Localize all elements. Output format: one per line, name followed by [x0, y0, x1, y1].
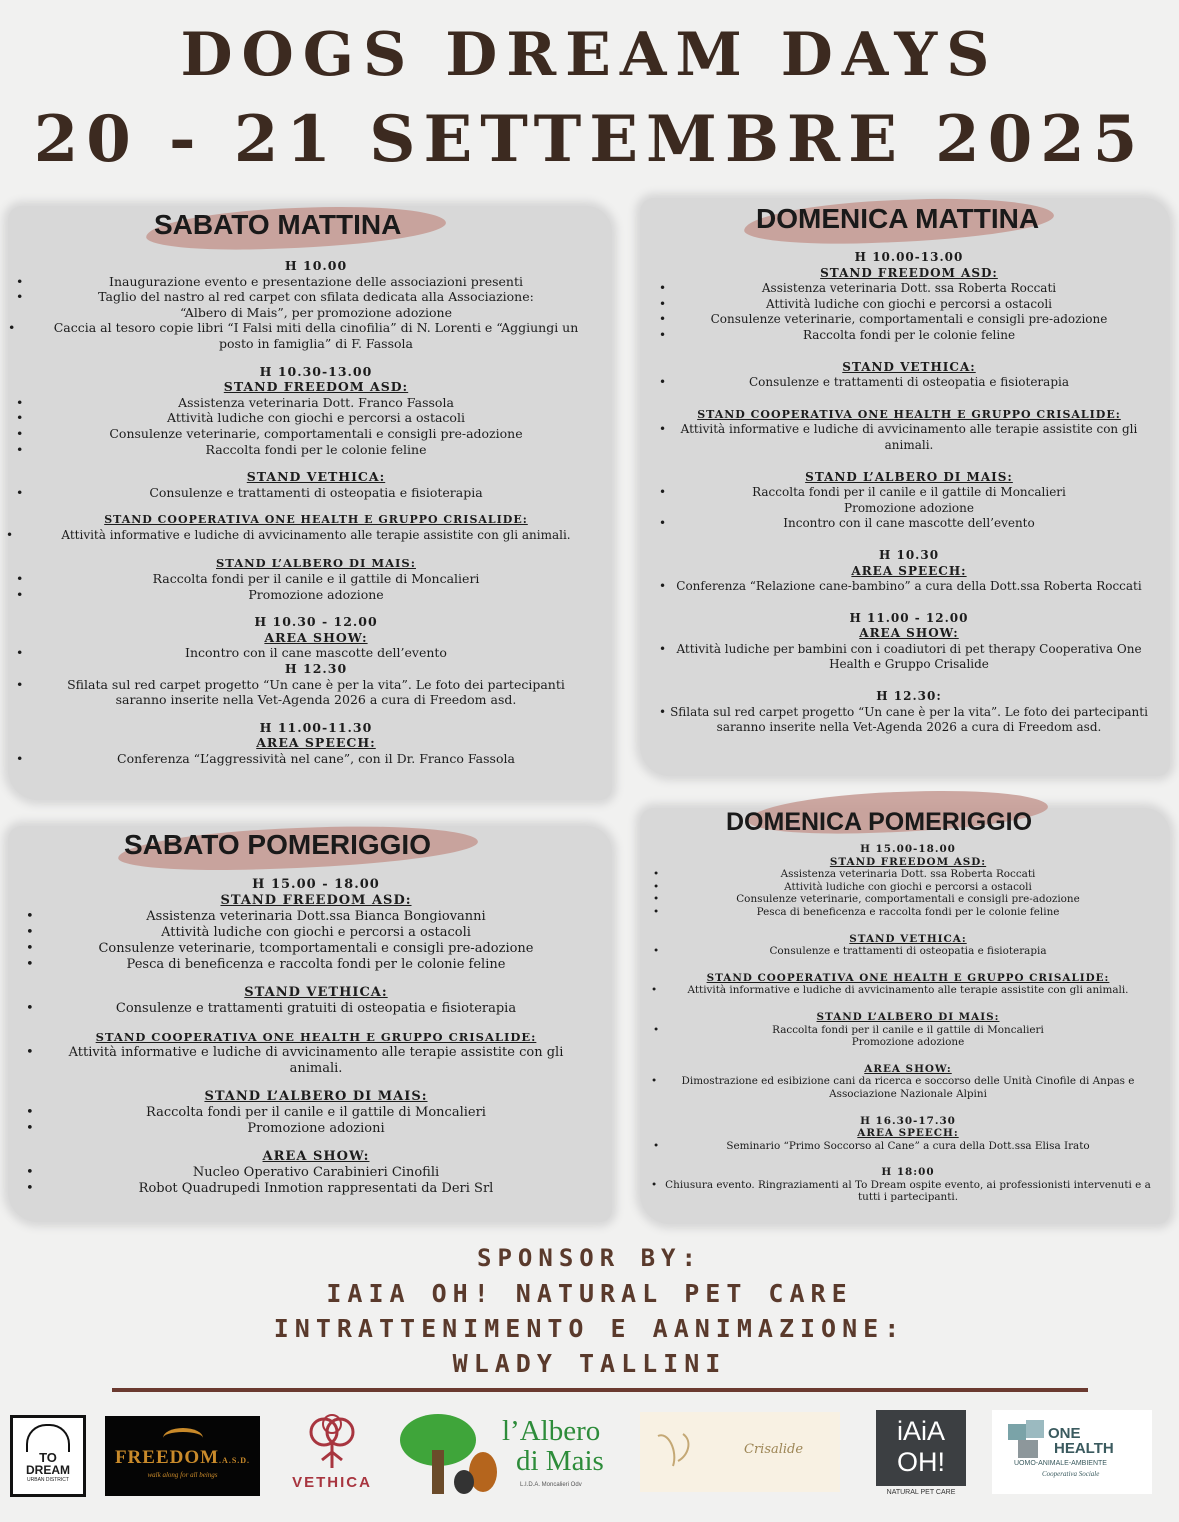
activity-item: • Incontro con il cane mascotte dell’evento [10, 645, 622, 661]
stand-heading: STAND VETHICA: [246, 469, 386, 485]
vethica-tree-icon [302, 1412, 362, 1470]
stand-heading: STAND L’ALBERO DI MAIS: [816, 1010, 1000, 1023]
activity-item: • Attività ludiche con giochi e percorsi a ostacoli [10, 410, 622, 426]
activity-item: • Taglio del nastro al red carpet con sfilata dedicata alla Associazione: [10, 289, 622, 305]
activity-item: • Attività informative e ludiche di avvicinamento alle terapie assistite con gli animali. [10, 1045, 622, 1077]
logo-text: HEALTH [1054, 1440, 1114, 1457]
stand-heading: STAND COOPERATIVA ONE HEALTH E GRUPPO CRISALIDE: [104, 513, 528, 527]
logo-text: TO [39, 1450, 57, 1465]
activity-item: • Assistenza veterinaria Dott. ssa Roberta Roccati [645, 281, 1173, 297]
section-title-sabato-pomeriggio: SABATO POMERIGGIO [124, 829, 431, 860]
activity-item: • Consulenze veterinarie, comportamentali e consigli pre-adozione [645, 312, 1173, 328]
logo-text: UOMO-ANIMALE-AMBIENTE [1014, 1460, 1107, 1467]
activity-item: • Raccolta fondi per il canile e il gattile di Moncalieri [10, 1105, 622, 1121]
time-slot: H 10.30 [878, 547, 940, 562]
activity-item: • Inaugurazione evento e presentazione delle associazioni presenti [10, 274, 622, 290]
logo-text: Cooperativa Sociale [1042, 1470, 1100, 1478]
logo-crisalide [640, 1412, 840, 1492]
activity-item: • Consulenze veterinarie, comportamentali e consigli pre-adozione [643, 893, 1173, 906]
schedule-domenica-pomeriggio [643, 843, 1173, 1204]
activity-item: • Conferenza “Relazione cane-bambino” a cura della Dott.ssa Roberta Roccati [645, 579, 1173, 595]
schedule-sabato-pomeriggio [10, 877, 622, 1197]
logo-text: L.I.D.A. Moncalieri Odv [520, 1482, 582, 1488]
section-title-sabato-mattina: SABATO MATTINA [154, 209, 402, 240]
stand-heading: STAND FREEDOM ASD: [820, 265, 998, 280]
activity-item: • Raccolta fondi per il canile e il gattile di Moncalieri [645, 485, 1173, 501]
stand-heading: STAND VETHICA: [244, 985, 388, 1000]
stand-heading: STAND L’ALBERO DI MAIS: [216, 555, 416, 570]
stand-heading: STAND FREEDOM ASD: [223, 379, 409, 395]
activity-item: • Incontro con il cane mascotte dell’evento [645, 516, 1173, 532]
puzzle-icon [1006, 1418, 1052, 1460]
time-slot: H 12.30 [284, 661, 348, 677]
logo-text: URBAN DISTRICT [27, 1477, 69, 1483]
area-heading: AREA SHOW: [859, 626, 959, 641]
tree-dog-icon [398, 1410, 498, 1498]
entertainment-label: INTRATTENIMENTO E AANIMAZIONE: [273, 1314, 906, 1343]
activity-item: “Albero di Mais”, per promozione adozione [180, 304, 452, 320]
time-slot: H 16.30-17.30 [860, 1114, 956, 1127]
logo-to-dream [10, 1415, 86, 1497]
logo-text: Crisalide [744, 1442, 804, 1457]
activity-item: • Pesca di beneficenza e raccolta fondi per le colonie feline [643, 906, 1173, 919]
activity-item: • Raccolta fondi per le colonie feline [10, 442, 622, 458]
activity-item: Promozione adozione [851, 1036, 965, 1049]
activity-item: • Robot Quadrupedi Inmotion rappresentati da Deri Srl [10, 1181, 622, 1197]
logo-iaia-oh [873, 1410, 969, 1498]
activity-item: • Consulenze e trattamenti di osteopatia e fisioterapia [643, 945, 1173, 958]
area-heading: AREA SPEECH: [256, 735, 376, 751]
event-title: DOGS DREAM DAYS [180, 20, 999, 90]
activity-item: • Assistenza veterinaria Dott. ssa Roberta Roccati [643, 868, 1173, 881]
time-slot: H 18:00 [881, 1166, 935, 1179]
activity-item: Promozione adozione [844, 500, 974, 515]
time-slot: H 10.00-13.00 [854, 250, 964, 264]
area-heading: AREA SHOW: [864, 1062, 952, 1075]
area-heading: AREA SPEECH: [851, 563, 967, 578]
time-slot: H 10.30 - 12.00 [254, 614, 378, 630]
activity-item: • Assistenza veterinaria Dott.ssa Bianca Bongiovanni [10, 909, 622, 925]
time-slot: H 11.00-11.30 [259, 719, 373, 735]
activity-item: • Dimostrazione ed esibizione cani da ricerca e soccorso delle Unità Cinofile di Anpas e Associazione Nazionale Alpini [643, 1075, 1173, 1100]
activity-item: • Consulenze e trattamenti di osteopatia e fisioterapia [10, 485, 622, 501]
time-slot: H 12.30: [876, 689, 942, 704]
area-heading: AREA SHOW: [264, 629, 368, 645]
stand-heading: STAND VETHICA: [849, 932, 967, 945]
logo-text: di Mais [516, 1445, 604, 1477]
activity-item: • Sfilata sul red carpet progetto “Un cane è per la vita”. Le foto dei partecipanti [10, 677, 622, 693]
activity-item: • Consulenze e trattamenti di osteopatia e fisioterapia [645, 375, 1173, 391]
stand-heading: STAND L’ALBERO DI MAIS: [204, 1089, 428, 1104]
stand-heading: STAND VETHICA: [842, 359, 976, 374]
section-title-domenica-pomeriggio: DOMENICA POMERIGGIO [726, 808, 1033, 836]
stand-heading: STAND COOPERATIVA ONE HEALTH E GRUPPO CRISALIDE: [706, 971, 1110, 984]
activity-item: • Conferenza “L’aggressività nel cane”, con il Dr. Franco Fassola [10, 751, 622, 767]
activity-item: • Assistenza veterinaria Dott. Franco Fassola [10, 395, 622, 411]
logo-text: OH! [896, 1447, 945, 1477]
activity-item: • Attività informative e ludiche di avvicinamento alle terapie assistite con gli animali. [643, 984, 1173, 997]
activity-item: • Chiusura evento. Ringraziamenti al To Dream ospite evento, ai professionisti intervenuti e a tutti i partecipanti. [643, 1179, 1173, 1204]
activity-item: • Promozione adozioni [10, 1121, 622, 1137]
logo-text: l’Albero [502, 1415, 601, 1447]
activity-item: • Attività ludiche con giochi e percorsi a ostacoli [645, 297, 1173, 313]
event-dates: 20 - 21 SETTEMBRE 2025 [33, 102, 1146, 177]
time-slot: H 10.30-13.00 [259, 363, 373, 379]
activity-item: • Pesca di beneficenza e raccolta fondi per le colonie feline [10, 957, 622, 973]
activity-item: • Promozione adozione [10, 587, 622, 603]
stand-heading: STAND FREEDOM ASD: [220, 893, 412, 908]
activity-item: • Raccolta fondi per le colonie feline [645, 328, 1173, 344]
activity-item: • Sfilata sul red carpet progetto “Un cane è per la vita”. Le foto dei partecipanti saranno inserite nella Vet-Agenda 2026 a cura di Freedom asd. [645, 705, 1173, 736]
divider [112, 1388, 1088, 1392]
logo-albero-di-mais [398, 1410, 628, 1498]
logo-text: iAiA [896, 1416, 945, 1446]
entertainer-name: WLADY TALLINI [452, 1349, 727, 1378]
activity-item: saranno inserite nella Vet-Agenda 2026 a cura di Freedom asd. [115, 692, 517, 708]
schedule-domenica-mattina [645, 250, 1173, 736]
area-heading: AREA SPEECH: [857, 1127, 959, 1140]
activity-item: • Attività informative e ludiche di avvicinamento alle terapie assistite con gli animali. [645, 422, 1173, 453]
activity-item: • Caccia al tesoro copie libri “I Falsi miti della cinofilia” di N. Lorenti e “Aggiungi un [10, 320, 622, 336]
activity-item: • Nucleo Operativo Carabinieri Cinofili [10, 1165, 622, 1181]
activity-item: • Raccolta fondi per il canile e il gattile di Moncalieri [643, 1024, 1173, 1037]
schedule-sabato-mattina [10, 258, 622, 767]
section-title-domenica-mattina: DOMENICA MATTINA [756, 203, 1040, 234]
logo-vethica [276, 1412, 388, 1498]
sponsor-label: SPONSOR BY: [477, 1244, 702, 1272]
activity-item: • Raccolta fondi per il canile e il gattile di Moncalieri [10, 571, 622, 587]
logo-text: DREAM [26, 1463, 70, 1477]
time-slot: H 15.00-18.00 [860, 843, 956, 855]
activity-item: • Attività ludiche con giochi e percorsi a ostacoli [643, 881, 1173, 894]
time-slot: H 10.00 [284, 258, 348, 273]
stand-heading: STAND FREEDOM ASD: [829, 855, 987, 868]
stand-heading: STAND COOPERATIVA ONE HEALTH E GRUPPO CRISALIDE: [95, 1030, 537, 1044]
area-heading: AREA SHOW: [262, 1149, 370, 1164]
logo-text: walk along for all beings [147, 1471, 218, 1479]
logo-one-health [992, 1410, 1152, 1494]
activity-item: • Consulenze veterinarie, comportamentali e consigli pre-adozione [10, 426, 622, 442]
logo-text: VETHICA [292, 1474, 372, 1491]
logo-text: NATURAL PET CARE [886, 1489, 956, 1496]
butterfly-icon [648, 1426, 708, 1476]
activity-item: • Seminario “Primo Soccorso al Cane” a cura della Dott.ssa Elisa Irato [643, 1140, 1173, 1153]
activity-item: • Attività ludiche per bambini con i coadiutori di pet therapy Cooperativa One Health e Gruppo Crisalide [645, 642, 1173, 673]
time-slot: H 15.00 - 18.00 [252, 877, 380, 892]
sponsor-name: IAIA OH! NATURAL PET CARE [326, 1279, 853, 1308]
activity-item: • Attività ludiche con giochi e percorsi a ostacoli [10, 925, 622, 941]
activity-item: • Consulenze veterinarie, tcomportamentali e consigli pre-adozione [10, 941, 622, 957]
activity-item: • Attività informative e ludiche di avvicinamento alle terapie assistite con gli animali. [10, 528, 622, 544]
stand-heading: STAND COOPERATIVA ONE HEALTH E GRUPPO CRISALIDE: [697, 407, 1121, 421]
logo-text: FREEDOM [114, 1447, 220, 1468]
activity-item: • Consulenze e trattamenti gratuiti di osteopatia e fisioterapia [10, 1001, 622, 1017]
logo-freedom [105, 1416, 260, 1496]
activity-item: posto in famiglia” di F. Fassola [219, 335, 413, 351]
logo-text: ONE [1048, 1425, 1081, 1442]
stand-heading: STAND L’ALBERO DI MAIS: [805, 469, 1013, 484]
logo-text: .A.S.D. [219, 1456, 251, 1465]
time-slot: H 11.00 - 12.00 [849, 610, 969, 625]
